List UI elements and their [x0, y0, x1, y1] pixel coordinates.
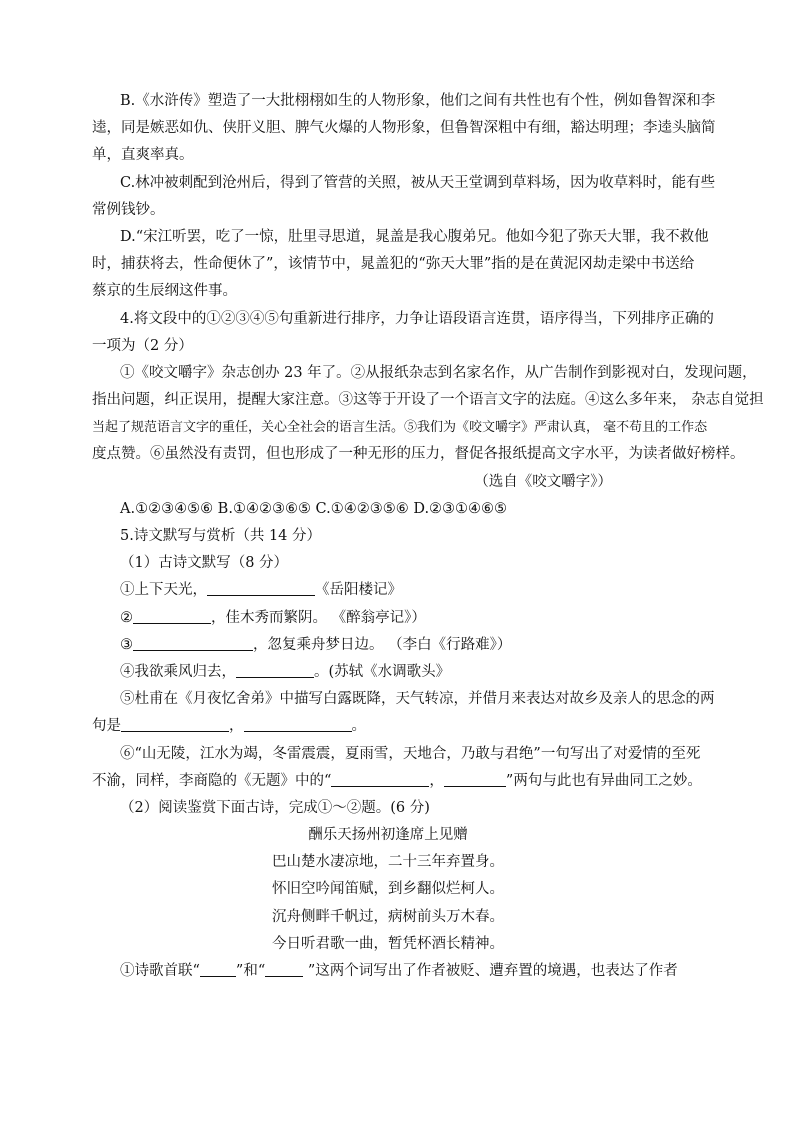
poem-title: 酬乐天扬州初逢席上见赠 — [308, 827, 468, 844]
answer-blank[interactable] — [133, 634, 253, 651]
recitation-4-prefix: ④我欲乘风归去， — [120, 663, 236, 680]
recitation-item-1 — [92, 577, 708, 604]
option-c-line-2: 常例钱钞。 — [92, 201, 165, 218]
question-4-stem-line-1: 4.将文段中的①②③④⑤句重新进行排序，力争让语段语言连贯，语序得当，下列排序正确的 — [120, 310, 714, 327]
poem-line-3: 沉舟侧畔千帆过，病树前头万木春。 — [272, 908, 504, 925]
recitation-2-prefix: ② — [120, 609, 133, 626]
passage-source: （选自《咬文嚼字》） — [474, 473, 612, 490]
option-b-line-2: 逵，同是嫉恶如仇、侠肝义胆、脾气火爆的人物形象，但鲁智深粗中有细，豁达明理；李逵头脑简 — [92, 120, 716, 137]
answer-blank[interactable] — [244, 715, 352, 732]
answer-blank[interactable] — [121, 715, 229, 732]
option-d-line-1: D.“宋江听罢，吃了一惊，肚里寻思道，晁盖是我心腹弟兄。他如今犯了弥天大罪，我不救他 — [120, 228, 709, 245]
passage-line-2: 指出问题，纠正误用，提醒大家注意。③这等于开设了一个语言文字的法庭。④这么多年来， 杂志自觉担 — [92, 392, 764, 409]
recitation-6-prefix: 不渝，同样，李商隐的《无题》中的“ — [92, 772, 332, 789]
recitation-5-separator: ， — [229, 718, 244, 735]
answer-blank[interactable] — [133, 607, 211, 624]
recitation-3-suffix: ，忽复乘舟梦日边。 （李白《行路难》） — [253, 636, 512, 653]
option-d-line-3: 蔡京的生辰纲这件事。 — [92, 283, 237, 300]
recitation-item-5-line-1: ⑤杜甫在《月夜忆舍弟》中描写白露既降，天气转凉，并借月来表达对故乡及亲人的思念的两 — [120, 691, 715, 708]
poem-line-4: 今日听君歌一曲，暂凭杯酒长精神。 — [272, 935, 504, 952]
recitation-1-prefix: ①上下天光， — [120, 582, 207, 599]
passage-line-3: 当起了规范语言文字的重任，关心全社会的语言生活。⑤我们为《咬文嚼字》严肃认真， 毫不苟且的工作态 — [92, 420, 708, 436]
recitation-6-separator: ， — [429, 772, 444, 789]
question-5-heading: 5.诗文默写与赏析（共 14 分） — [120, 528, 322, 544]
recitation-3-prefix: ③ — [120, 636, 133, 653]
option-b-line-1: B.《水浒传》塑造了一大批栩栩如生的人物形象，他们之间有共性也有个性，例如鲁智深和李 — [120, 93, 716, 109]
answer-blank[interactable] — [265, 960, 303, 977]
recitation-item-2 — [92, 605, 708, 632]
answer-blank[interactable] — [331, 770, 429, 787]
poem-question-1 — [92, 958, 708, 985]
recitation-5-suffix: 。 — [351, 718, 366, 735]
recitation-item-5-line-2 — [92, 713, 708, 740]
passage-line-4: 度点赞。⑥虽然没有责罚，但也形成了一种无形的压力，督促各报纸提高文字水平，为读者做好榜样。 — [92, 446, 745, 463]
recitation-2-suffix: ，佳木秀而繁阴。 《醉翁亭记》） — [211, 609, 426, 626]
passage-line-1: ①《咬文嚼字》杂志创办 23 年了。②从报纸杂志到名家名作，从广告制作到影视对白，发现问题， — [120, 364, 757, 381]
poem-line-2: 怀旧空吟闻笛赋，到乡翻似烂柯人。 — [272, 881, 504, 898]
recitation-6-suffix: ”两句与此也有异曲同工之妙。 — [505, 772, 702, 789]
answer-blank[interactable] — [236, 661, 314, 678]
recitation-item-3 — [92, 632, 708, 659]
recitation-1-suffix: 《岳阳楼记》 — [315, 582, 402, 599]
poem-question-middle: ”和“ — [235, 963, 266, 979]
recitation-4-suffix: 。(苏轼《水调歌头》 — [314, 663, 451, 680]
answer-blank[interactable] — [444, 770, 506, 787]
answer-blank[interactable] — [200, 960, 236, 977]
poem-question-prefix: ①诗歌首联“ — [120, 963, 200, 979]
recitation-5-prefix: 句是 — [92, 718, 121, 735]
poem-line-1: 巴山楚水凄凉地，二十三年弃置身。 — [272, 854, 504, 871]
answer-blank[interactable] — [207, 579, 315, 596]
recitation-item-6-line-1: ⑥“山无陵，江水为竭，冬雷震震，夏雨雪，天地合，乃敢与君绝”一句写出了对爱情的至死 — [120, 745, 701, 762]
recitation-item-6-line-2 — [92, 768, 708, 795]
recitation-item-4 — [92, 659, 708, 686]
question-4-stem-line-2: 一项为（2 分） — [92, 337, 193, 354]
question-5-part-2-heading: （2）阅读鉴赏下面古诗，完成①～②题。(6 分) — [120, 799, 430, 816]
document-body — [92, 88, 764, 985]
question-5-part-1-heading: （1）古诗文默写（8 分） — [120, 555, 289, 572]
option-d-line-2: 时，捕获将去，性命便休了”，该情节中，晁盖犯的“弥天大罪”指的是在黄泥冈劫走梁中书送给 — [92, 256, 695, 273]
question-4-options: A.①②③④⑤⑥ B.①④②③⑥⑤ C.①④②③⑤⑥ D.②③①④⑥⑤ — [120, 500, 508, 517]
option-b-line-3: 单，直爽率真。 — [92, 147, 194, 164]
option-c-line-1: C.林冲被刺配到沧州后，得到了管营的关照，被从天王堂调到草料场，因为收草料时，能有些 — [120, 174, 716, 191]
poem-question-suffix: ”这两个词写出了作者被贬、遭弃置的境遇，也表达了作者 — [303, 963, 678, 979]
